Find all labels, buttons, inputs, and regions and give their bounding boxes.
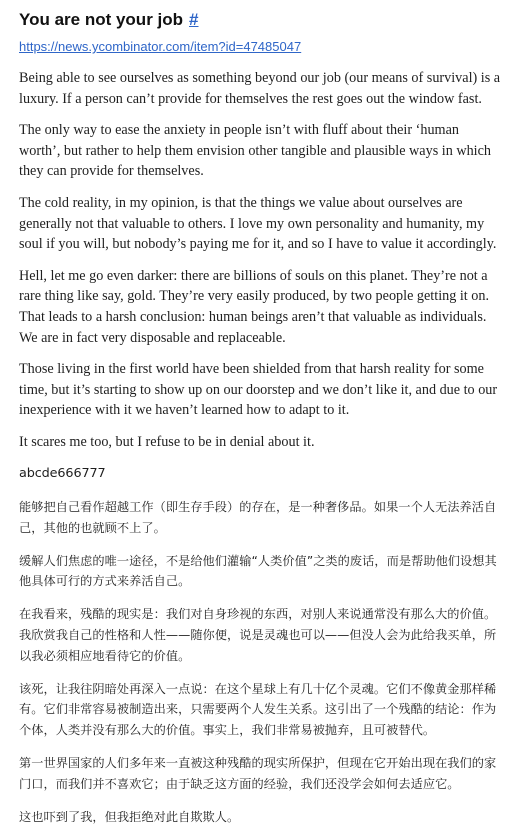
chinese-paragraph-luxury: 能够把自己看作超越工作（即生存手段）的存在，是一种奢侈品。如果一个人无法养活自己，其他的也就顾不上了。 bbox=[19, 500, 497, 535]
chinese-paragraph-darker: 该死，让我往阴暗处再深入一点说：在这个星球上有几十亿个灵魂。它们不像黄金那样稀有。它们非常容易被制造出来，只需要两个人发生关系。这引出了一个残酷的结论：作为个体，人类并没有那么大的价值。事实上，我们非常易被抛弃，且可被替代。 bbox=[19, 681, 497, 738]
english-paragraph-luxury: Being able to see ourselves as something beyond our job (our means of survival) is a luxury. If a person can’t provide for themselves the rest goes out the window fast. bbox=[19, 70, 501, 107]
english-paragraph-cold-reality: The cold reality, in my opinion, is that the things we value about ourselves are generally not that valuable to others. I love my own personality and humanity, my soul if you will, but nobody’s paying me for it, and so I have to value it accordingly. bbox=[19, 194, 497, 253]
title-anchor-link[interactable]: # bbox=[189, 10, 199, 29]
article-title-row bbox=[19, 8, 503, 36]
english-paragraph-denial: It scares me too, but I refuse to be in denial about it. bbox=[19, 433, 315, 450]
author-name: abcde666777 bbox=[19, 465, 106, 481]
article-title: You are not your job bbox=[19, 10, 184, 29]
chinese-paragraph-denial: 这也吓到了我，但我拒绝对此自欺欺人。 bbox=[19, 809, 240, 824]
english-paragraph-darker: Hell, let me go even darker: there are billions of souls on this planet. They’re not a rare thing like say, gold. They’re very easily produced, by two people getting it on. That leads to a harsh conclusion: human beings aren’t that valuable as individuals. We are in fact very disposable and replaceable. bbox=[19, 267, 490, 346]
english-paragraph-anxiety: The only way to ease the anxiety in people isn’t with fluff about their ‘human worth’, but rather to help them envision other tangible and plausible ways in which they can provide for themselves. bbox=[19, 122, 492, 180]
article-header bbox=[19, 8, 503, 68]
chinese-paragraph-cold-reality: 在我看来，残酷的现实是：我们对自身珍视的东西，对别人来说通常没有那么大的价值。我欣赏我自己的性格和人性——随你便，说是灵魂也可以——但没人会为此给我买单，所以我必须相应地看待它的价值。 bbox=[19, 607, 497, 663]
chinese-paragraph-first-world: 第一世界国家的人们多年来一直被这种残酷的现实所保护，但现在它开始出现在我们的家门口，而我们并不喜欢它；由于缺乏这方面的经验，我们还没学会如何去适应它。 bbox=[19, 756, 497, 791]
hacker-news-link[interactable]: https://news.ycombinator.com/item?id=47485047 bbox=[19, 39, 302, 54]
chinese-paragraph-anxiety: 缓解人们焦虑的唯一途径，不是给他们灌输“人类价值”之类的废话，而是帮助他们设想其他具体可行的方式来养活自己。 bbox=[19, 553, 497, 589]
english-paragraph-first-world: Those living in the first world have been shielded from that harsh reality for some time, but it’s starting to show up on our doorstep and we don’t like it, and due to our inexperience with it we haven’t learned how to adapt to it. bbox=[19, 361, 498, 419]
article-body bbox=[19, 68, 503, 839]
